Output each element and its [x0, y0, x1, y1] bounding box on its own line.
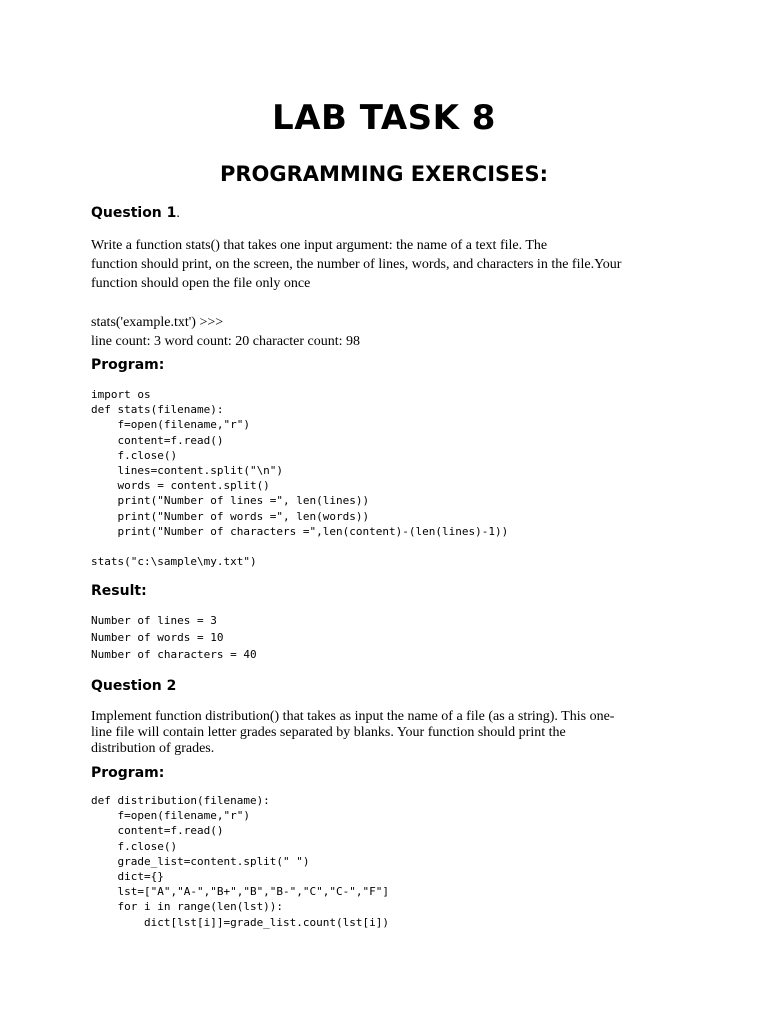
- code-line: content=f.read(): [91, 433, 224, 447]
- question-1-description: [91, 236, 691, 293]
- text-line: function should print, on the screen, the number of lines, words, and characters in the file.Your: [91, 257, 622, 272]
- code-line: grade_list=content.split(" "): [91, 854, 310, 868]
- question-2-program-heading: Program:: [91, 765, 165, 781]
- code-line: dict={}: [91, 870, 164, 884]
- code-line: lines=content.split("\n"): [91, 464, 284, 478]
- code-line: f=open(filename,"r"): [91, 418, 250, 432]
- page-subtitle: PROGRAMMING EXERCISES:: [219, 162, 549, 186]
- code-line: for i in range(len(lst)):: [91, 900, 284, 914]
- question-1-result-block: [91, 612, 257, 663]
- code-line: words = content.split(): [91, 479, 270, 493]
- page-title: LAB TASK 8: [272, 98, 496, 138]
- code-line: [91, 539, 508, 554]
- text-line: function should open the file only once: [91, 276, 311, 291]
- code-line: import os: [91, 388, 151, 401]
- code-line: lst=["A","A-","B+","B","B-","C","C-","F"]: [91, 885, 390, 899]
- code-line: def distribution(filename):: [91, 794, 270, 807]
- text-line: stats('example.txt') >>>: [91, 315, 224, 330]
- question-2-heading: Question 2: [91, 678, 177, 694]
- code-line: print("Number of words =", len(words)): [91, 509, 370, 523]
- question-1-title: Question 1: [91, 205, 177, 221]
- code-line: print("Number of characters =",len(content)-(len(lines)-1)): [91, 524, 509, 538]
- code-line: print("Number of lines =", len(lines)): [91, 494, 370, 508]
- text-line: Implement function distribution() that takes as input the name of a file (as a string). This one-: [91, 709, 615, 724]
- code-line: f.close(): [91, 448, 178, 462]
- question-1-example: [91, 313, 691, 351]
- text-line: line count: 3 word count: 20 character count: 98: [91, 334, 361, 349]
- text-line: distribution of grades.: [91, 741, 215, 756]
- result-line: Number of lines = 3: [91, 614, 217, 627]
- question-1-title-suffix: .: [176, 206, 180, 221]
- code-line: def stats(filename):: [91, 403, 224, 417]
- result-line: Number of words = 10: [91, 631, 224, 644]
- code-line: f.close(): [91, 839, 178, 853]
- question-1-code-block: [91, 387, 508, 569]
- text-line: Write a function stats() that takes one input argument: the name of a text file. The: [91, 238, 548, 253]
- code-line: f=open(filename,"r"): [91, 809, 250, 823]
- code-line: stats("c:\sample\my.txt"): [91, 555, 257, 569]
- question-1-heading: [91, 205, 180, 222]
- result-line: Number of characters = 40: [91, 648, 257, 661]
- question-1-result-heading: Result:: [91, 583, 147, 599]
- code-line: dict[lst[i]]=grade_list.count(lst[i]): [91, 915, 390, 929]
- question-1-program-heading: Program:: [91, 357, 165, 373]
- question-2-description: [91, 709, 691, 757]
- question-2-code-block: [91, 793, 389, 930]
- text-line: line file will contain letter grades separated by blanks. Your function should print the: [91, 725, 566, 740]
- code-line: content=f.read(): [91, 824, 224, 838]
